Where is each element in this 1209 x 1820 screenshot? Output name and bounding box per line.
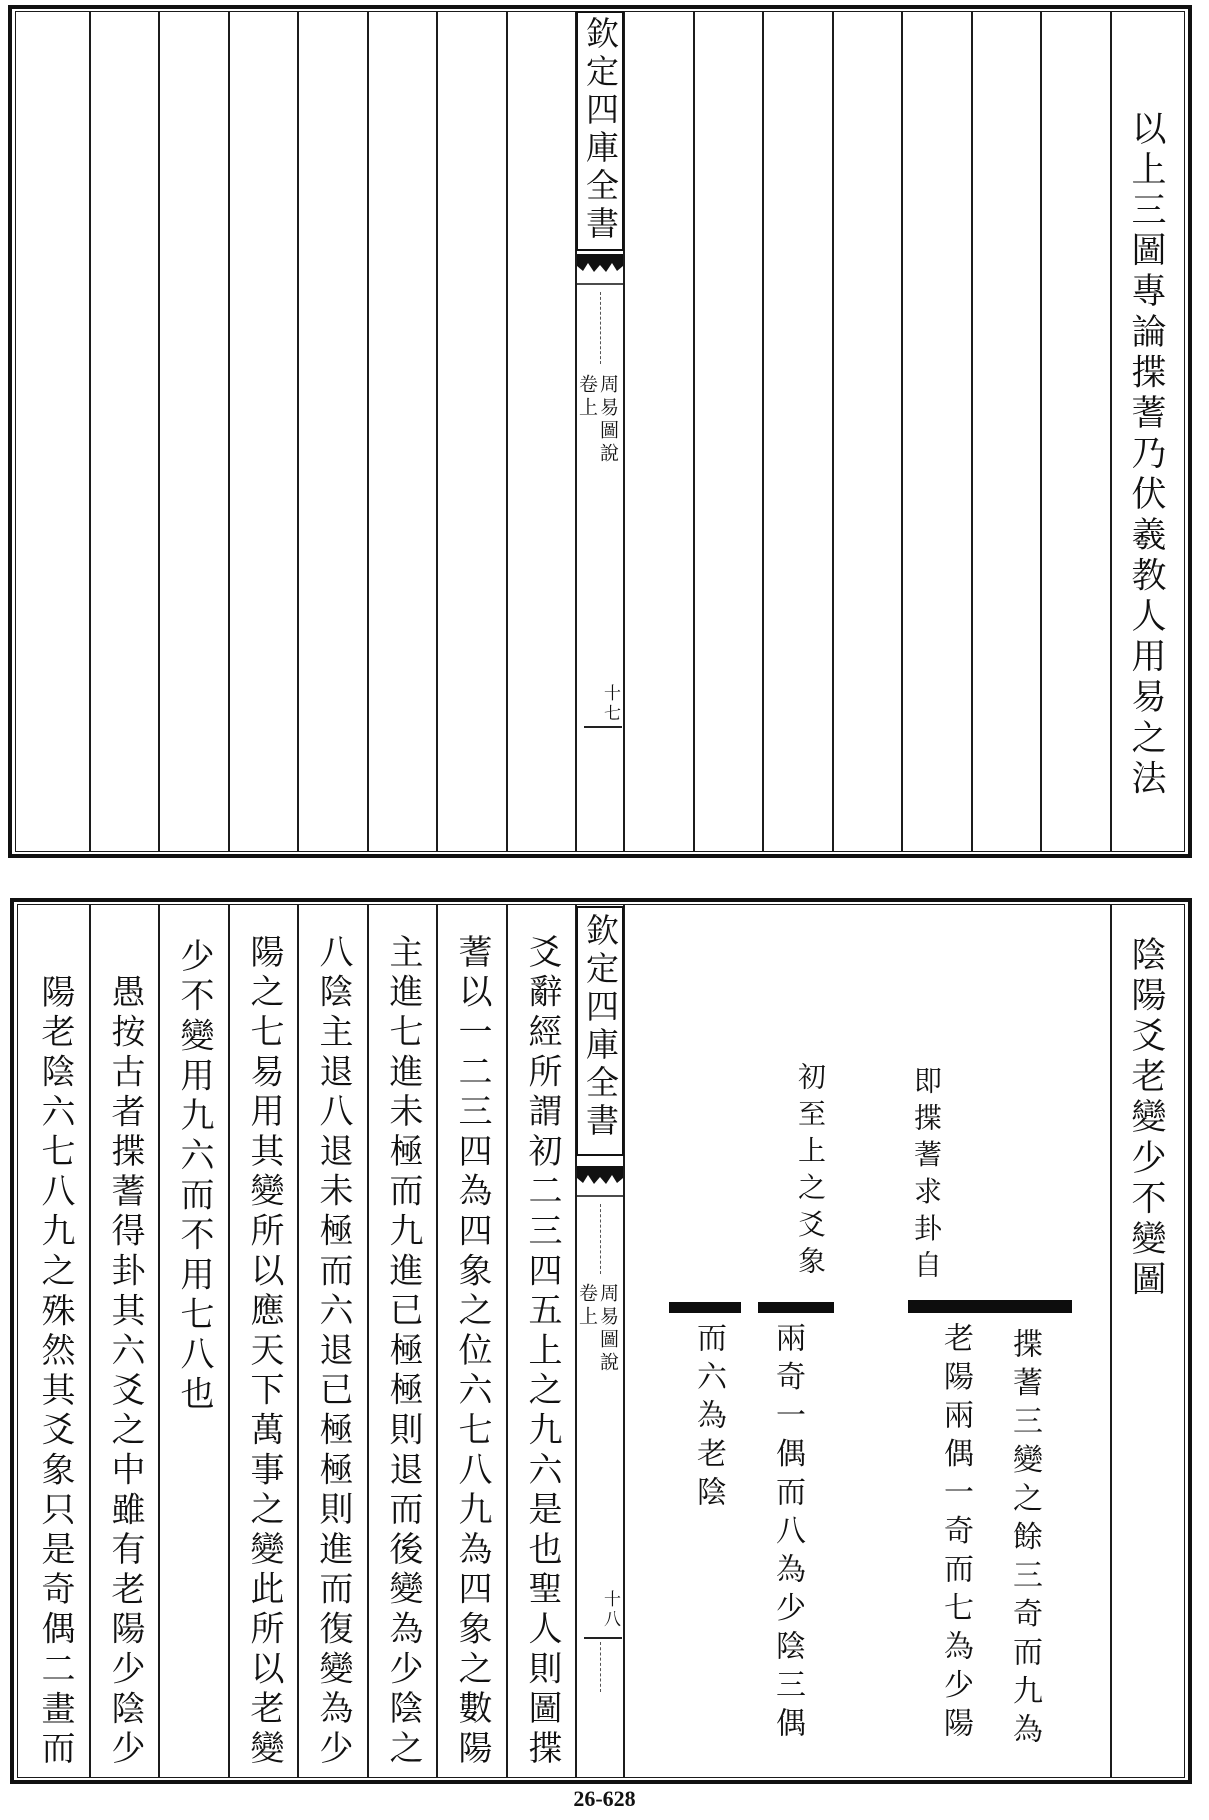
fold-page-number: 十七 xyxy=(600,684,620,724)
diagram-caption: 兩奇一偶而八為少陰三偶 xyxy=(770,1322,805,1746)
text-column: 爻辭經所謂初二三四五上之九六是也聖人則圖揲 xyxy=(522,934,562,1770)
column-rule xyxy=(693,12,695,851)
column-rule xyxy=(762,12,764,851)
fish-tail-ornament xyxy=(577,254,623,286)
commentary-column: 愚按古者揲蓍得卦其六爻之中雖有老陽少陰少 xyxy=(105,974,145,1770)
fold-book-title: 欽定四庫全書 xyxy=(581,913,620,1141)
column-rule xyxy=(228,12,230,851)
diagram-note: 初至上之爻象 xyxy=(794,1062,827,1283)
fold-work-title: 周易圖說 xyxy=(597,374,619,466)
text-column: 八陰主退八退未極而六退已極極則進而復變為少 xyxy=(313,934,353,1770)
commentary-column: 陽老陰六七八九之殊然其爻象只是奇偶二畫而 xyxy=(35,974,75,1770)
yin-line-bar-left xyxy=(669,1302,741,1313)
fold-dashed-line xyxy=(600,292,601,364)
yin-line-bar-right xyxy=(758,1302,834,1313)
fold-volume: 卷上 xyxy=(576,1283,598,1329)
column-rule xyxy=(901,12,903,851)
column-rule xyxy=(89,12,91,851)
text-column: 以上三圖專論揲蓍乃伏羲教人用易之法 xyxy=(1126,110,1166,801)
diagram-title: 陰陽爻老變少不變圖 xyxy=(1126,936,1166,1302)
fold-dashed-line xyxy=(600,1642,601,1692)
fold-volume: 卷上 xyxy=(576,374,598,420)
catalog-page-code: 26-628 xyxy=(573,1786,636,1811)
fold-rule xyxy=(584,726,622,728)
text-column: 主進七進未極而九進已極極則退而後變為少陰之 xyxy=(383,934,423,1770)
fold-work-title: 周易圖說 xyxy=(597,1283,619,1375)
column-rule xyxy=(436,12,438,851)
fold-rule xyxy=(584,1637,622,1639)
diagram-caption: 揲蓍三變之餘三奇而九為 xyxy=(1007,1328,1042,1752)
text-column: 陽之七易用其變所以應天下萬事之變此所以老變 xyxy=(244,934,284,1770)
text-column: 少不變用九六而不用七八也 xyxy=(174,938,214,1416)
fold-dashed-line xyxy=(600,1204,601,1274)
fold-page-number: 十八 xyxy=(600,1590,620,1630)
column-rule xyxy=(506,12,508,851)
column-rule xyxy=(832,12,834,851)
diagram-caption: 而六為老陰 xyxy=(691,1322,726,1515)
column-rule xyxy=(1040,12,1042,851)
fold-book-title: 欽定四庫全書 xyxy=(581,16,620,244)
diagram-caption: 老陽兩偶一奇而七為少陽 xyxy=(938,1322,973,1746)
yang-line-bar xyxy=(908,1300,1072,1313)
column-rule xyxy=(158,12,160,851)
fish-tail-ornament xyxy=(577,1166,623,1198)
diagram-note: 即揲蓍求卦自 xyxy=(910,1066,943,1287)
text-column: 蓍以一二三四為四象之位六七八九為四象之數陽 xyxy=(452,934,492,1770)
column-rule xyxy=(971,12,973,851)
column-rule xyxy=(367,12,369,851)
column-rule xyxy=(297,12,299,851)
